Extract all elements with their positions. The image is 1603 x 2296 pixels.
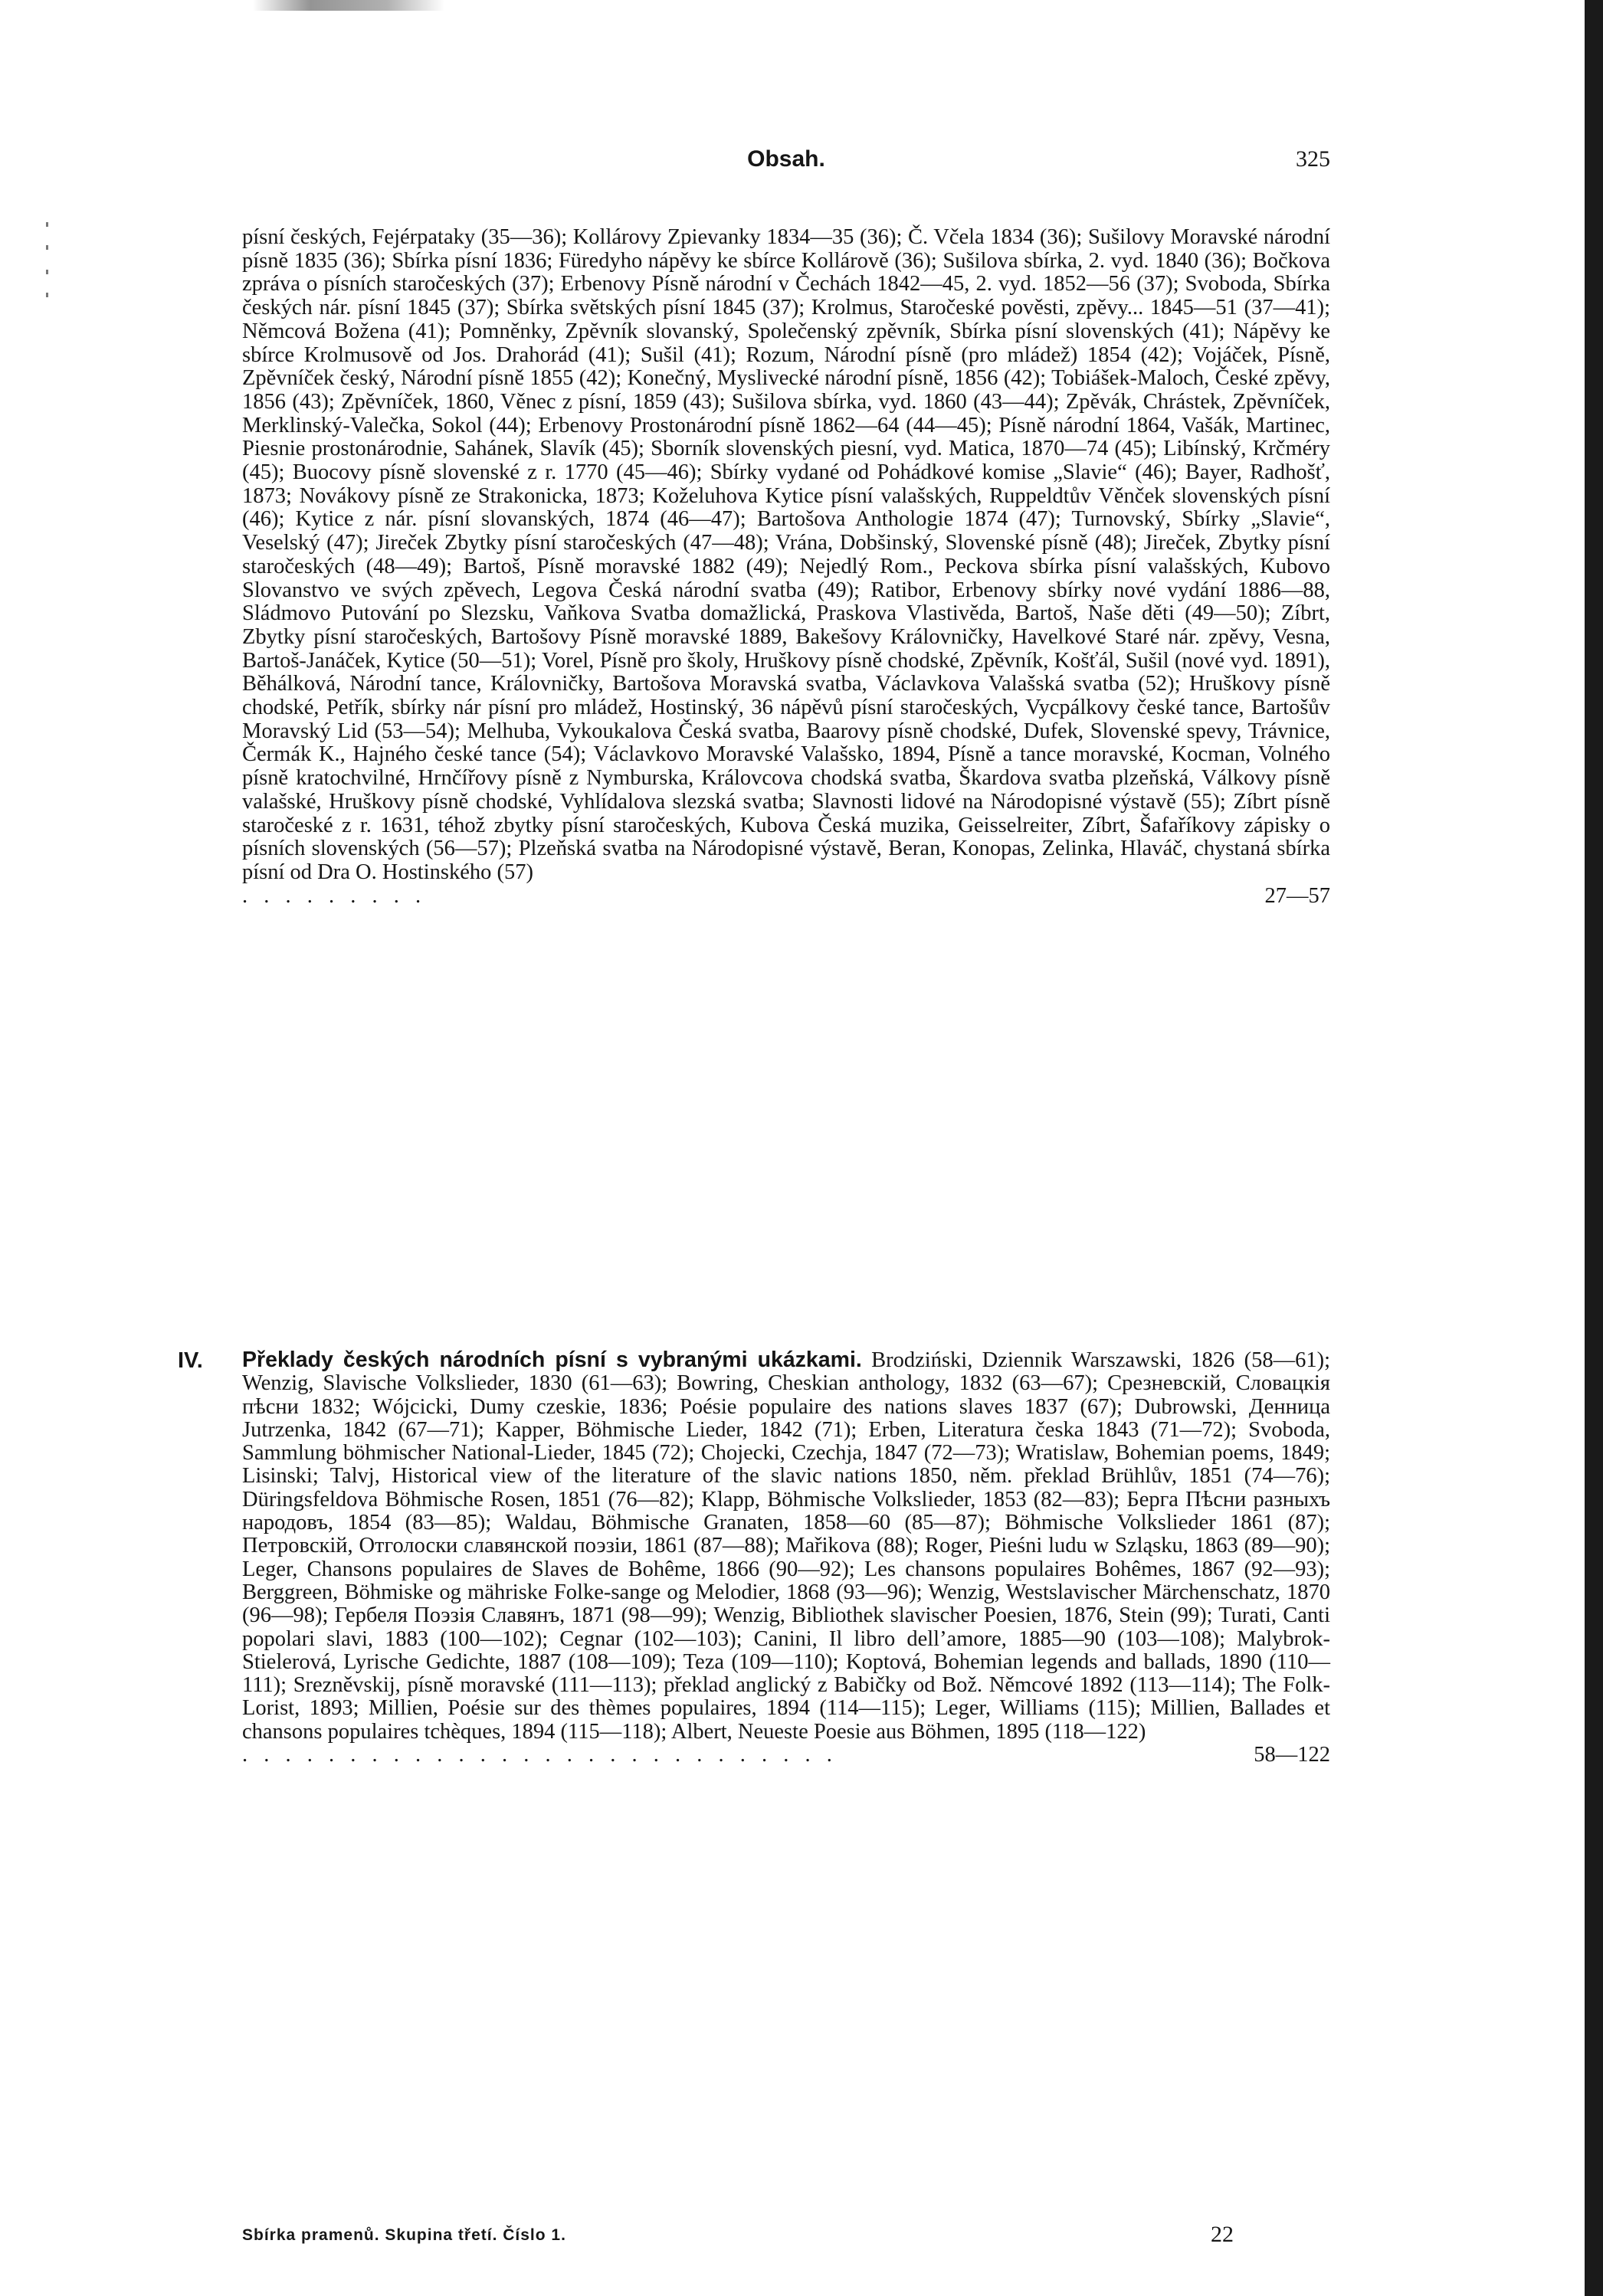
scan-artifact — [253, 0, 444, 11]
section-iii-leader-dots: . . . . . . . . . — [242, 884, 427, 908]
section-iv-body — [242, 1348, 1330, 1767]
page-title: Obsah. — [747, 146, 825, 172]
section-iv-page-range: 58—122 — [1249, 1744, 1330, 1767]
margin-marks — [46, 222, 54, 306]
section-iv-heading: Překlady českých národních písní s vybranými ukázkami. — [242, 1348, 862, 1372]
page-number: 325 — [1296, 146, 1330, 172]
toc-section-iii-continuation — [242, 226, 1330, 908]
page-footer — [242, 2222, 1238, 2252]
section-iv-text: Brodziński, Dziennik Warszawski, 1826 (58—61); Wenzig, Slavische Volkslieder, 1830 (61—63); Bowring, Cheskian anthology, 1832 (63—67); Срезневскій, Словацкія пѣсни 1832; Wójcicki, Dumy czeskie, 1836; Poésie populaire des nations slaves 1837 (67); Dubrowski, Денница Jutrzenka, 1842 (67—71); Kapper, Böhmische Lieder, 1842 (71); Erben, Literatura česka 1843 (71—72); Svoboda, Sammlung böhmischer National-Lieder, 1845 (72); Chojecki, Czechja, 1847 (72—73); Wratislaw, Bohemian poems, 1849; Lisinski; Talvj, Historical view of the literature of the slavic nations 1850, něm. překlad Brühlův, 1851 (74—76); Düringsfeldova Böhmische Rosen, 1851 (76—82); Klapp, Böhmische Volkslieder, 1853 (82—83); Берга Пѣсни разныхъ народовъ, 1854 (83—85); Waldau, Böhmische Granaten, 1858—60 (85—87); Böhmische Volkslieder 1861 (87); Петровскій, Отголоски славянской поэзіи, 1861 (87—88); Mařikova (88); Roger, Pieśni ludu w Szląsku, 1863 (89—90); Leger, Chansons populaires de Slaves de Bohême, 1866 (90—92); Les chansons populaires Bohêmes, 1867 (92—93); Berggreen, Böhmiske og mähriske Folke-sange og Melodier, 1868 (93—96); Wenzig, Westslavischer Märchenschatz, 1870 (96—98); Гербеля Поэзія Славянъ, 1871 (98—99); Wenzig, Bibliothek slavischer Poesien, 1876, Stein (99); Turati, Canti popolari slavi, 1883 (100—102); Cegnar (102—103); Canini, Il libro dell’amore, 1885—90 (103—108); Malybrok-Stielerová, Lyrische Gedichte, 1887 (108—109); Teza (109—110); Koptová, Bohemian legends and ballads, 1890 (110—111); Srezněvskij, písně moravské (111—113); překlad anglický z Babičky od Bož. Němcové 1892 (113—114); The Folk-Lorist, 1893; Millien, Poésie sur des thèmes populaires, 1894 (114—115); Leger, Williams (115); Millien, Ballades et chansons populaires tchèques, 1894 (115—118); Albert, Neueste Poesie aus Böhmen, 1895 (118—122) — [242, 1348, 1331, 1744]
section-iv-numeral: IV. — [178, 1348, 203, 1373]
scan-edge — [1585, 0, 1603, 2296]
sheet-number: 22 — [1211, 2222, 1234, 2247]
section-iii-text: písní českých, Fejérpataky (35—36); Kollárovy Zpievanky 1834—35 (36); Č. Včela 1834 (36); Sušilovy Moravské národní písně 1835 (36); Sbírka písní 1836; Füredyho nápěvy ke sbírce Kollárově (36); Sušilova sbírka, 2. vyd. 1840 (36); Bočkova zpráva o písních staročeských (37); Erbenovy Písně národní v Čechách 1842—45, 2. vyd. 1852—56 (37); Svoboda, Sbírka českých nár. písní 1845 (37); Sbírka světských písní 1845 (37); Krolmus, Staročeské pověsti, zpěvy... 1845—51 (37—41); Němcová Božena (41); Pomněnky, Zpěvník slovanský, Společenský zpěvník, Sbírka písní slovenských (41); Nápěvy ke sbírce Krolmusově od Jos. Drahorád (41); Sušil (41); Rozum, Národní písně (pro mládež) 1854 (42); Vojáček, Písně, Zpěvníček český, Národní písně 1855 (42); Konečný, Myslivecké národní písně, 1856 (42); Tobiášek-Maloch, České zpěvy, 1856 (43); Zpěvníček, 1860, Věnec z písní, 1859 (43); Sušilova sbírka, vyd. 1860 (43—44); Zpěvák, Chrástek, Zpěvníček, Merklinský-Valečka, Sokol (44); Erbenovy Prostonárodní písně 1862—64 (44—45); Písně národní 1864, Vašák, Martinec, Piesnie prostonárodnie, Sahánek, Slavík (45); Sborník slovenských piesní, vyd. Matica, 1870—74 (45); Libínský, Krčméry (45); Buocovy písně slovenské z r. 1770 (45—46); Sbírky vydané od Pohádkové komise „Slavie“ (46); Bayer, Radhošť, 1873; Novákovy písně ze Strakonicka, 1873; Koželuhova Kytice písní valašských, Ruppeldtův Věnček slovenských písní (46); Kytice z nár. písní slovanských, 1874 (46—47); Bartošova Anthologie 1874 (47); Turnovský, Sbírky „Slavie“, Veselský (47); Jireček Zbytky písní staročeských (47—48); Vrána, Dobšinský, Slovenské písně (48); Jireček, Zbytky písní staročeských (48—49); Bartoš, Písně moravské 1882 (49); Nejedlý Rom., Peckova sbírka písní valašských, Kubovo Slovanstvo ve svých zpěvech, Legova Česká národní svatba (49); Ratibor, Erbenovy sbírky nové vydání 1886—88, Sládmovo Putování po Slezsku, Vaňkova Svatba domažlická, Praskova Vlastivěda, Bartoš, Naše děti (49—50); Zíbrt, Zbytky písní staročeských, Bartošovy Písně moravské 1889, Bakešovy Královničky, Havelkové Staré nár. zpěvy, Vesna, Bartoš-Janáček, Kytice (50—51); Vorel, Písně pro školy, Hruškovy písně chodské, Zpěvník, Košťál, Sušil (nové vyd. 1891), Běhálková, Národní tance, Královničky, Bartošova Moravská svatba, Václavkova Valašská svatba (52); Hruškovy písně chodské, Petřík, sbírky nár písní pro mládež, Hostinský, 36 nápěvů písní staročeských, Vycpálkovy české tance, Bartošův Moravský Lid (53—54); Melhuba, Vykoukalova Česká svatba, Baarovy písně chodské, Dufek, Slovenské spevy, Trávnice, Čermák K., Hajného české tance (54); Václavkovo Moravské Valašsko, 1894, Písně a tance moravské, Kocman, Volného písně kratochvilné, Hrnčířovy písně z Nymburska, Královcova chodská svatba, Škardova svatba plzeňská, Válkovy písně valašské, Hruškovy písně chodské, Vyhlídalova slezská svatba; Slavnosti lidové na Národopisné výstavě (55); Zíbrt písně staročeské z r. 1631, téhož zbytky písní staročeských, Kubova Česká muzika, Geisselreiter, Zíbrt, Šafaříkovy zápisky o písních slovenských (56—57); Plzeňská svatba na Národopisné výstavě, Beran, Konopas, Zelinka, Hlaváč, chystaná sbírka písní od Dra O. Hostinského (57) — [242, 225, 1330, 884]
section-iii-leader — [242, 885, 1330, 909]
page-header — [242, 146, 1330, 185]
section-iv-leader — [242, 1744, 1330, 1767]
section-iv-leader-dots: . . . . . . . . . . . . . . . . . . . . . . . . . . . . — [242, 1744, 838, 1767]
printer-signature: Sbírka pramenů. Skupina třetí. Číslo 1. — [242, 2226, 566, 2244]
section-iii-page-range: 27—57 — [1260, 885, 1331, 909]
